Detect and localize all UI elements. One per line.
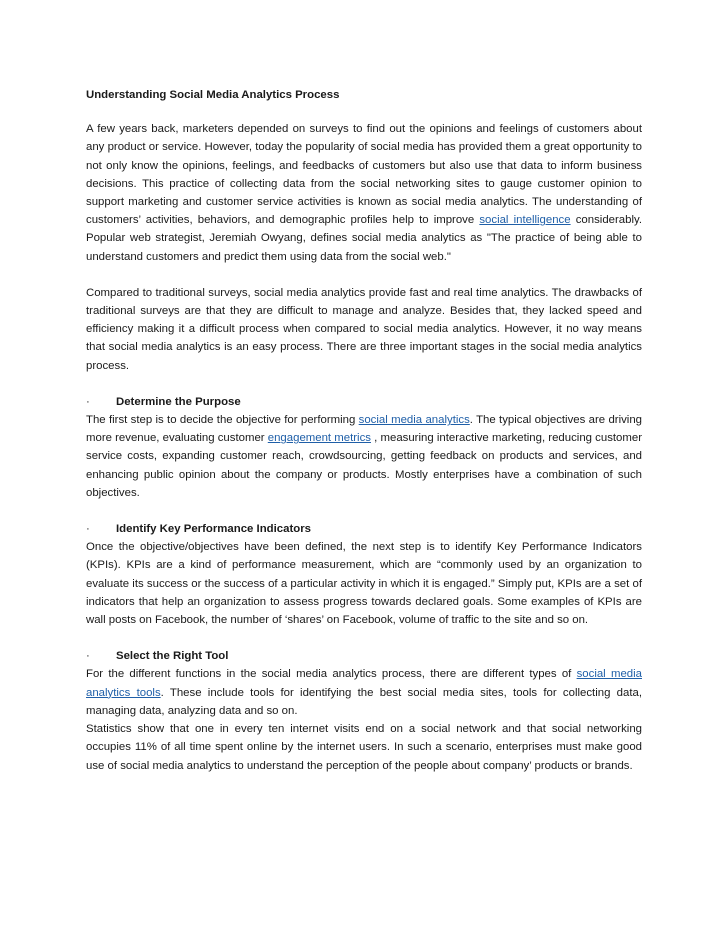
statistics-paragraph: Statistics show that one in every ten internet visits end on a social network and that social networking occupies 11% of all time spent online by the internet users. In such a scenario, enterprises must make good use of social media analytics to understand the perception of the people about company’ products or brands. (86, 723, 642, 772)
section-heading (86, 647, 642, 665)
section-heading-text: Determine the Purpose (116, 395, 241, 408)
section-heading-text: Select the Right Tool (116, 650, 229, 663)
section-text-c: , measuring interactive marketing, reducing customer service costs, expanding customer reach, crowdsourcing, getting feedback on products and services, and enhancing public opinion about the company or products. Mostly enterprises have a combination of such objectives. (86, 432, 643, 499)
bullet-dot: · (86, 395, 90, 408)
section-text-a: For the different functions in the social media analytics process, there are different types of (86, 668, 577, 681)
social-media-analytics-tools-link[interactable]: social media analytics tools (86, 668, 642, 699)
section-determine-purpose (86, 393, 642, 502)
document-title: Understanding Social Media Analytics Process (86, 89, 340, 101)
intro-text-1: A few years back, marketers depended on surveys to find out the opinions and feelings of customers about any product or service. However, today the popularity of social media has provided them a great opportunity to not only know the opinions, feelings, and feedbacks of customers but also use that data to inform business decisions. This practice of collecting data from the social networking sites to gauge customer opinion to support marketing and customer service activities is known as social media analytics. The understanding of customers’ activities, behaviors, and demographic profiles help to improve (86, 123, 642, 227)
bullet-dot: · (86, 523, 90, 536)
social-intelligence-link[interactable]: social intelligence (479, 214, 571, 227)
section-body (86, 665, 642, 720)
social-media-analytics-link[interactable]: social media analytics (358, 414, 470, 427)
intro-text-2: considerably. Popular web strategist, Jeremiah Owyang, defines social media analytics as "The practice of being able to understand customers and predict them using data from the social web." (86, 214, 642, 263)
section-identify-kpis (86, 520, 642, 629)
section-heading (86, 393, 642, 411)
document-page (86, 86, 642, 793)
section-body: Once the objective/objectives have been defined, the next step is to identify Key Performance Indicators (KPIs). KPIs are a kind of performance measurement, which are “commonly used by an organization to evaluate its success or the success of a particular activity in which it is engaged.” Simply put, KPIs are a set of indicators that help an organization to assess progress towards declared goals. Some examples of KPIs are wall posts on Facebook, the number of ‘shares’ on Facebook, volume of traffic to the site and so on. (86, 541, 642, 627)
section-text-b: . These include tools for identifying the best social media sites, tools for collecting data, managing data, analyzing data and so on. (86, 686, 643, 717)
section-heading-text: Identify Key Performance Indicators (116, 523, 311, 536)
section-heading (86, 520, 642, 538)
section-text-b: . The typical objectives are driving more revenue, evaluating customer (86, 414, 642, 445)
comparison-paragraph: Compared to traditional surveys, social media analytics provide fast and real time analytics. The drawbacks of traditional surveys are that they are difficult to manage and analyze. Besides that, they lacked speed and efficiency making it a difficult process when compared to social media analytics. However, it no way means that social media analytics is an easy process. There are three important stages in the social media analytics process. (86, 286, 642, 372)
section-select-tool (86, 647, 642, 774)
section-text-a: The first step is to decide the objective for performing (86, 414, 359, 427)
section-body (86, 411, 642, 502)
bullet-dot: · (86, 650, 90, 663)
engagement-metrics-link[interactable]: engagement metrics (267, 432, 371, 445)
intro-paragraph (86, 120, 642, 266)
